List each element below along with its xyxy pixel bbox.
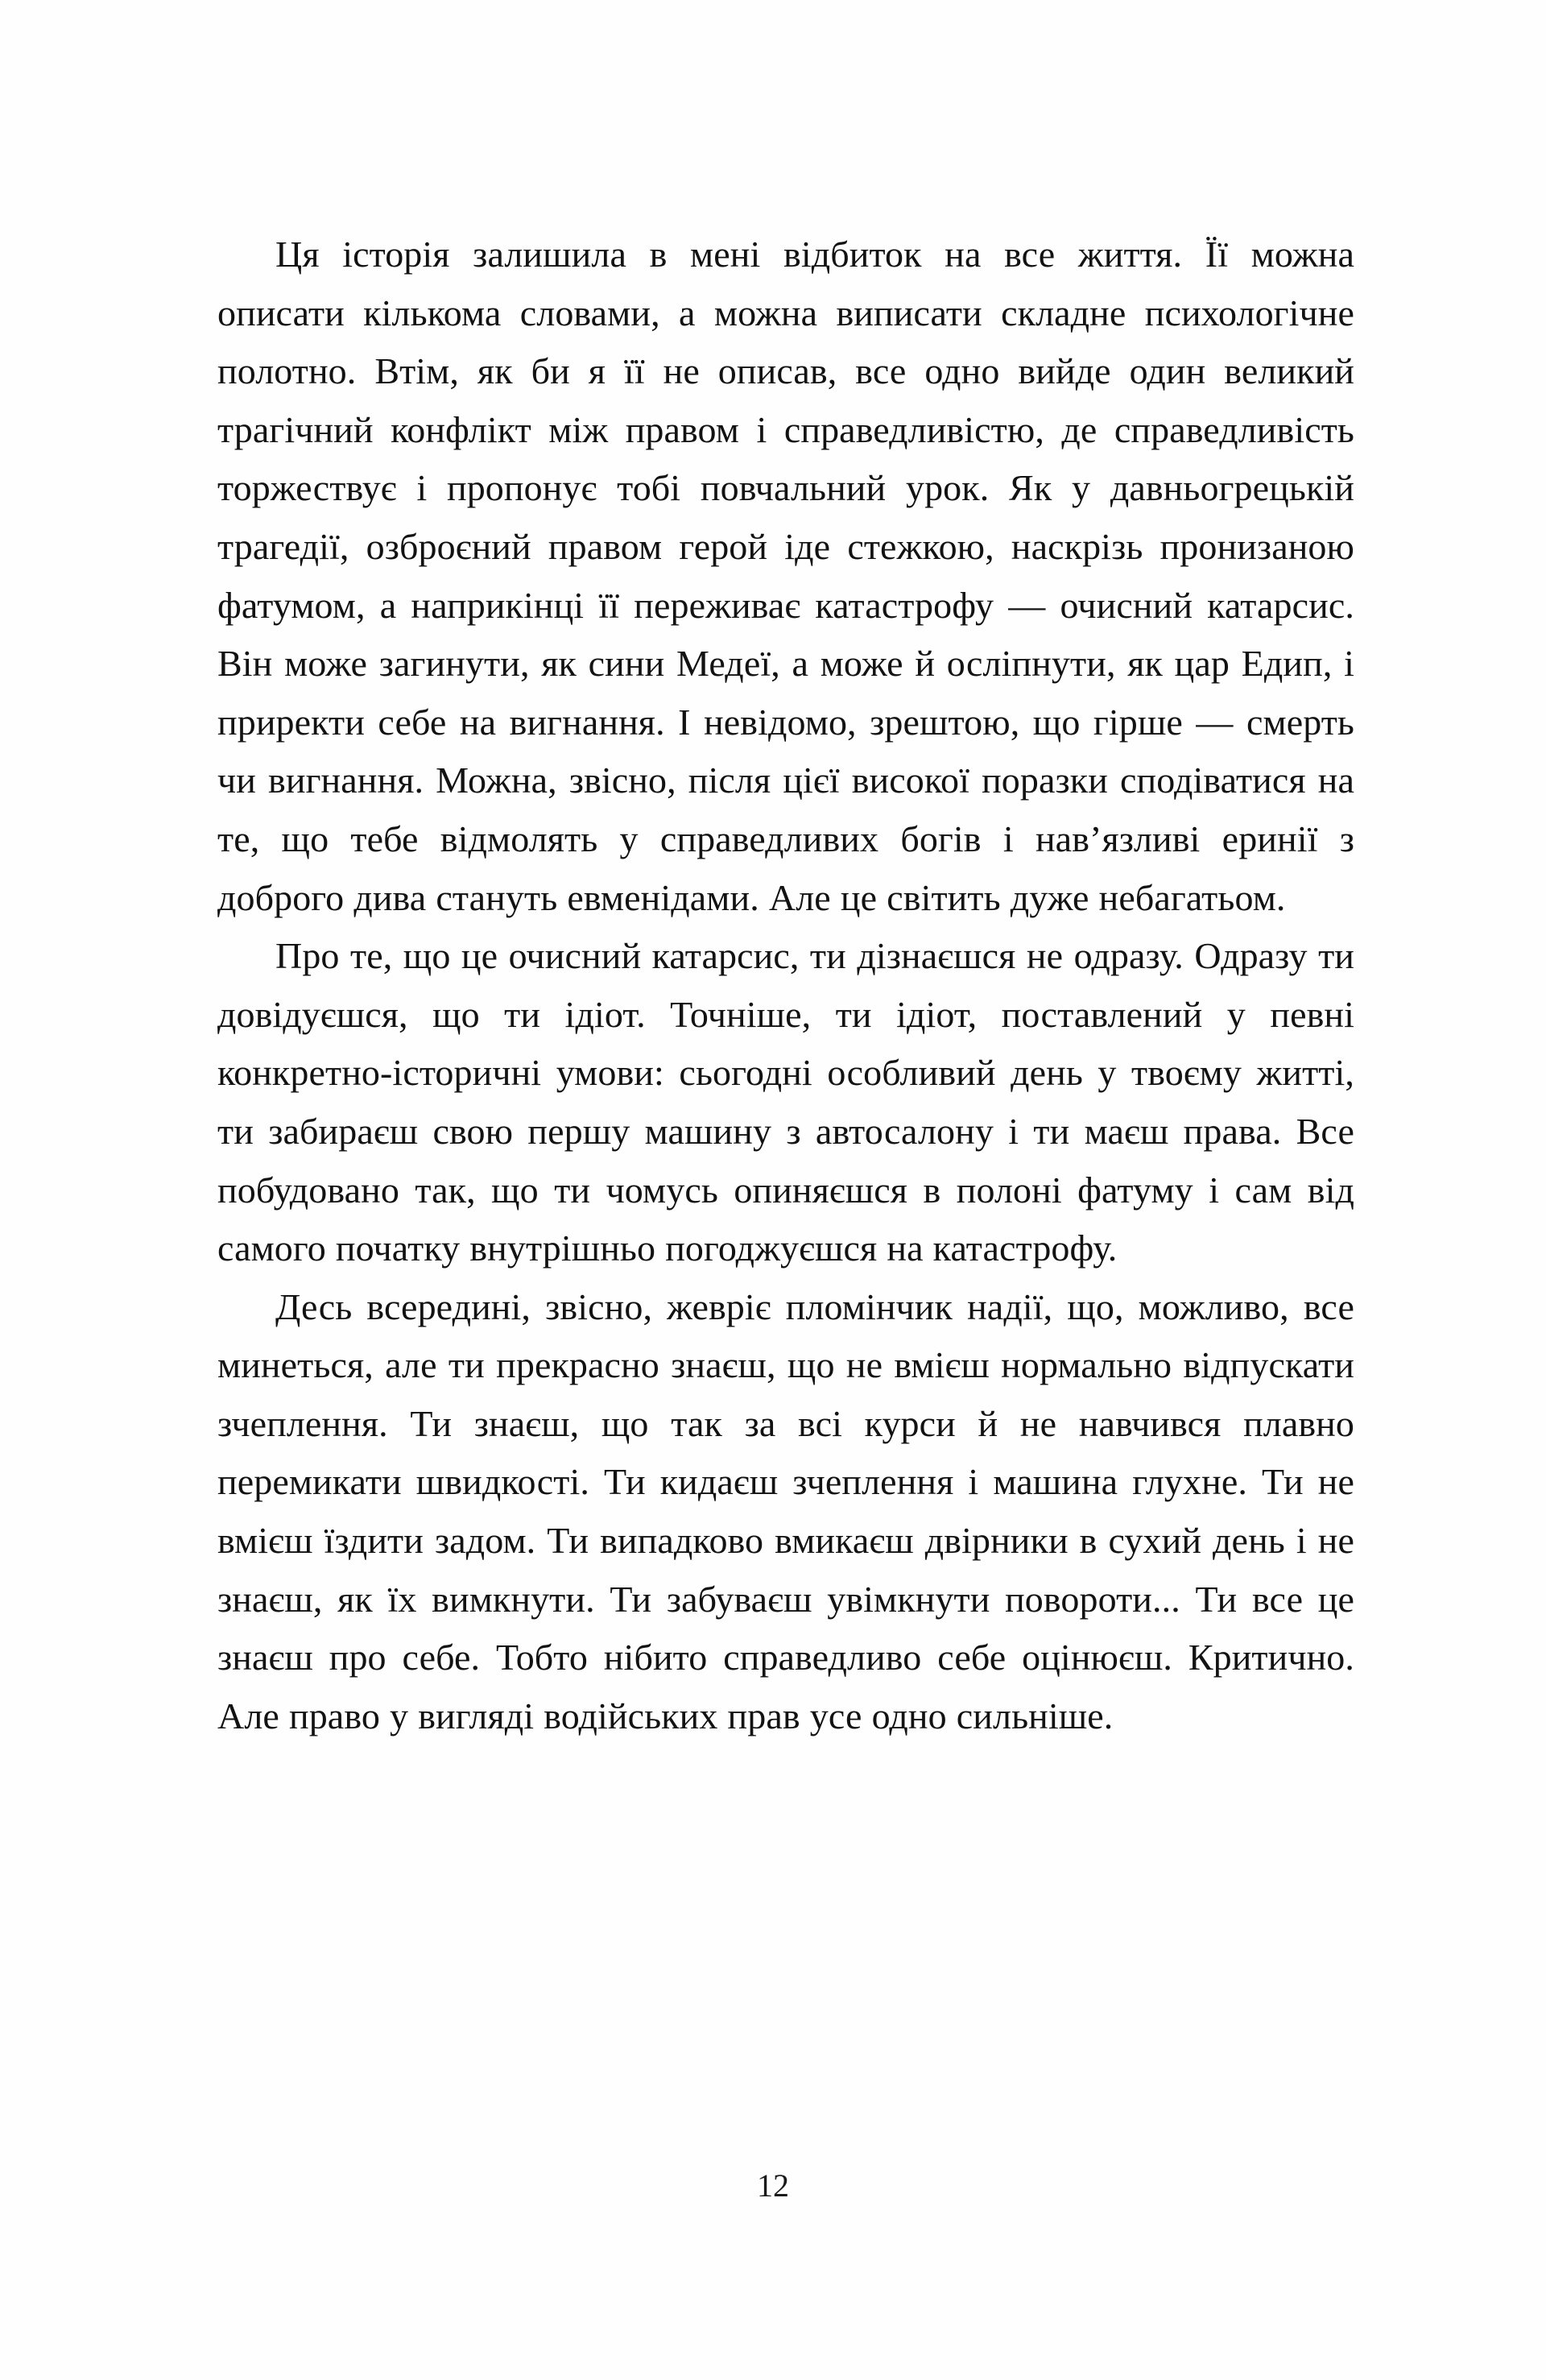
page-text-block [217,226,1354,1745]
paragraph-3: Десь всередині, звісно, жевріє пломінчик надії, що, можливо, все минеться, але ти прекрасно знаєш, що не вмієш нормально відпускати зчеплення. Ти знаєш, що так за всі курси й не навчився плавно перемикати швидкості. Ти кидаєш зчеплення і машина глухне. Ти не вмієш їздити задом. Ти випадково вмикаєш двірники в сухий день і не знаєш, як їх вимкнути. Ти забуваєш увімкнути повороти... Ти все це знаєш про себе. Тобто нібито справедливо себе оцінюєш. Критично. Але право у вигляді водійських прав усе одно сильніше. [217,1285,1354,1736]
paragraph-2: Про те, що це очисний катарсис, ти дізнаєшся не одразу. Одразу ти довідуєшся, що ти ідіот. Точніше, ти ідіот, поставлений у певні конкретно-історичні умови: сьогодні особливий день у твоєму житті, ти забираєш свою першу машину з автосалону і ти маєш права. Все побудовано так, що ти чомусь опиняєшся в полоні фатуму і сам від самого початку внутрішньо погоджуєшся на катастрофу. [217,935,1354,1269]
paragraph-1: Ця історія залишила в мені відбиток на все життя. Її можна описати кількома словами, а можна виписати складне психологічне полотно. Втім, як би я її не описав, все одно вийде один великий трагічний конфлікт між правом і справедливістю, де справедливість торжествує і пропонує тобі повчальний урок. Як у давньогрецькій трагедії, озброєний правом герой іде стежкою, наскрізь пронизаною фатумом, а наприкінці її переживає катастрофу — очисний катарсис. Він може загинути, як сини Медеї, а може й осліпнути, як цар Едип, і приректи себе на вигнання. І невідомо, зрештою, що гірше — смерть чи вигнання. Можна, звісно, після цієї високої поразки сподіватися на те, що тебе відмолять у справедливих богів і нав’язливі еринії з доброго дива стануть евменідами. Але це світить дуже небагатьом. [217,234,1354,918]
page-number: 12 [757,2167,789,2204]
